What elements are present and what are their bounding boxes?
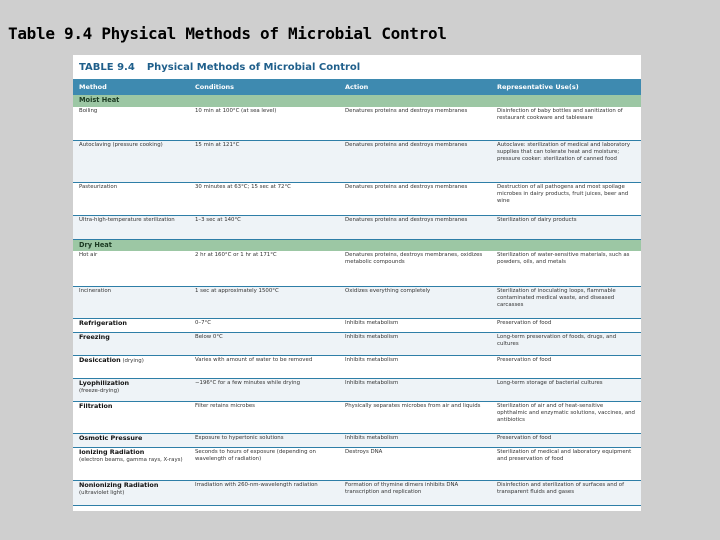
use-cell: Sterilization of dairy products (491, 215, 641, 239)
conditions-cell: −196°C for a few minutes while drying (189, 378, 339, 401)
method-note: (electron beams, gamma rays, X-rays) (79, 456, 183, 463)
method-cell: Boiling (73, 107, 189, 140)
method-cell (73, 447, 189, 480)
conditions-cell: Irradiation with 260-nm-wavelength radiation (189, 480, 339, 505)
table-row (73, 318, 641, 332)
table-name: Physical Methods of Microbial Control (146, 61, 361, 73)
table-row (73, 433, 641, 447)
use-cell: Autoclave: sterilization of medical and laboratory supplies that can tolerate heat and moisture; pressure cooker: sterilization of canned food (491, 140, 641, 182)
method-cell (73, 401, 189, 433)
table-row (73, 215, 641, 239)
method-cell (73, 318, 189, 332)
slide-title: Table 9.4 Physical Methods of Microbial Control (8, 24, 447, 43)
action-cell: Destroys DNA (339, 447, 491, 480)
conditions-cell: Below 0°C (189, 332, 339, 355)
action-cell: Denatures proteins, destroys membranes, oxidizes metabolic compounds (339, 251, 491, 286)
use-cell: Destruction of all pathogens and most spoilage microbes in dairy products, fruit juices, beer and wine (491, 182, 641, 215)
table-row (73, 378, 641, 401)
action-cell: Oxidizes everything completely (339, 286, 491, 318)
conditions-cell: 1–3 sec at 140°C (189, 215, 339, 239)
column-header-use: Representative Use(s) (491, 79, 641, 95)
action-cell: Denatures proteins and destroys membranes (339, 140, 491, 182)
conditions-cell: 0–7°C (189, 318, 339, 332)
method-name: Lyophilization (79, 378, 130, 387)
action-cell: Inhibits metabolism (339, 378, 491, 401)
methods-table (73, 79, 641, 506)
conditions-cell: 30 minutes at 63°C; 15 sec at 72°C (189, 182, 339, 215)
action-cell: Formation of thymine dimers inhibits DNA transcription and replication (339, 480, 491, 505)
action-cell: Denatures proteins and destroys membranes (339, 182, 491, 215)
conditions-cell: Seconds to hours of exposure (depending on wavelength of radiation) (189, 447, 339, 480)
conditions-cell: 10 min at 100°C (at sea level) (189, 107, 339, 140)
method-cell: Hot air (73, 251, 189, 286)
section-row-moist-heat (73, 95, 641, 107)
method-cell: Incineration (73, 286, 189, 318)
use-cell: Sterilization of medical and laboratory equipment and preservation of food (491, 447, 641, 480)
action-cell: Denatures proteins and destroys membranes (339, 107, 491, 140)
conditions-cell: 15 min at 121°C (189, 140, 339, 182)
column-header-row (73, 79, 641, 95)
method-name: Osmotic Pressure (79, 433, 143, 442)
table-row (73, 182, 641, 215)
conditions-cell: 2 hr at 160°C or 1 hr at 171°C (189, 251, 339, 286)
table-row (73, 355, 641, 378)
use-cell: Long-term storage of bacterial cultures (491, 378, 641, 401)
method-name: Filtration (79, 401, 113, 410)
action-cell: Inhibits metabolism (339, 433, 491, 447)
use-cell: Preservation of food (491, 318, 641, 332)
table-row (73, 286, 641, 318)
section-row-dry-heat (73, 239, 641, 251)
method-name: Refrigeration (79, 318, 127, 327)
method-name: Freezing (79, 332, 110, 341)
conditions-cell: 1 sec at approximately 1500°C (189, 286, 339, 318)
action-cell: Physically separates microbes from air and liquids (339, 401, 491, 433)
use-cell: Sterilization of air and of heat-sensitive ophthalmic and enzymatic solutions, vaccines, and antibiotics (491, 401, 641, 433)
column-header-method: Method (73, 79, 189, 95)
section-label: Moist Heat (73, 95, 641, 107)
method-cell (73, 378, 189, 401)
table-row (73, 401, 641, 433)
section-label: Dry Heat (73, 239, 641, 251)
action-cell: Inhibits metabolism (339, 355, 491, 378)
use-cell: Sterilization of water-sensitive materials, such as powders, oils, and metals (491, 251, 641, 286)
action-cell: Inhibits metabolism (339, 318, 491, 332)
table-row (73, 140, 641, 182)
conditions-cell: Exposure to hypertonic solutions (189, 433, 339, 447)
method-cell (73, 480, 189, 505)
method-note: (freeze-drying) (79, 387, 120, 394)
table-header (73, 55, 641, 79)
action-cell: Denatures proteins and destroys membranes (339, 215, 491, 239)
table-row (73, 251, 641, 286)
method-note: (drying) (122, 357, 144, 364)
method-name: Desiccation (79, 355, 121, 364)
table-row (73, 332, 641, 355)
method-cell (73, 355, 189, 378)
use-cell: Disinfection and sterilization of surfaces and of transparent fluids and gases (491, 480, 641, 505)
table-row (73, 447, 641, 480)
method-cell: Ultra-high-temperature sterilization (73, 215, 189, 239)
method-cell (73, 433, 189, 447)
method-cell (73, 332, 189, 355)
method-name: Nonionizing Radiation (79, 480, 159, 489)
method-note: (ultraviolet light) (79, 489, 125, 496)
column-header-action: Action (339, 79, 491, 95)
use-cell: Preservation of food (491, 433, 641, 447)
table-row (73, 107, 641, 140)
method-name: Ionizing Radiation (79, 447, 145, 456)
action-cell: Inhibits metabolism (339, 332, 491, 355)
table-row (73, 480, 641, 505)
use-cell: Sterilization of inoculating loops, flammable contaminated medical waste, and diseased carcasses (491, 286, 641, 318)
method-cell: Pasteurization (73, 182, 189, 215)
use-cell: Disinfection of baby bottles and sanitization of restaurant cookware and tableware (491, 107, 641, 140)
table-label: TABLE 9.4 (79, 61, 135, 73)
conditions-cell: Varies with amount of water to be removed (189, 355, 339, 378)
column-header-conditions: Conditions (189, 79, 339, 95)
conditions-cell: Filter retains microbes (189, 401, 339, 433)
table-image (73, 55, 641, 511)
use-cell: Preservation of food (491, 355, 641, 378)
use-cell: Long-term preservation of foods, drugs, and cultures (491, 332, 641, 355)
method-cell: Autoclaving (pressure cooking) (73, 140, 189, 182)
